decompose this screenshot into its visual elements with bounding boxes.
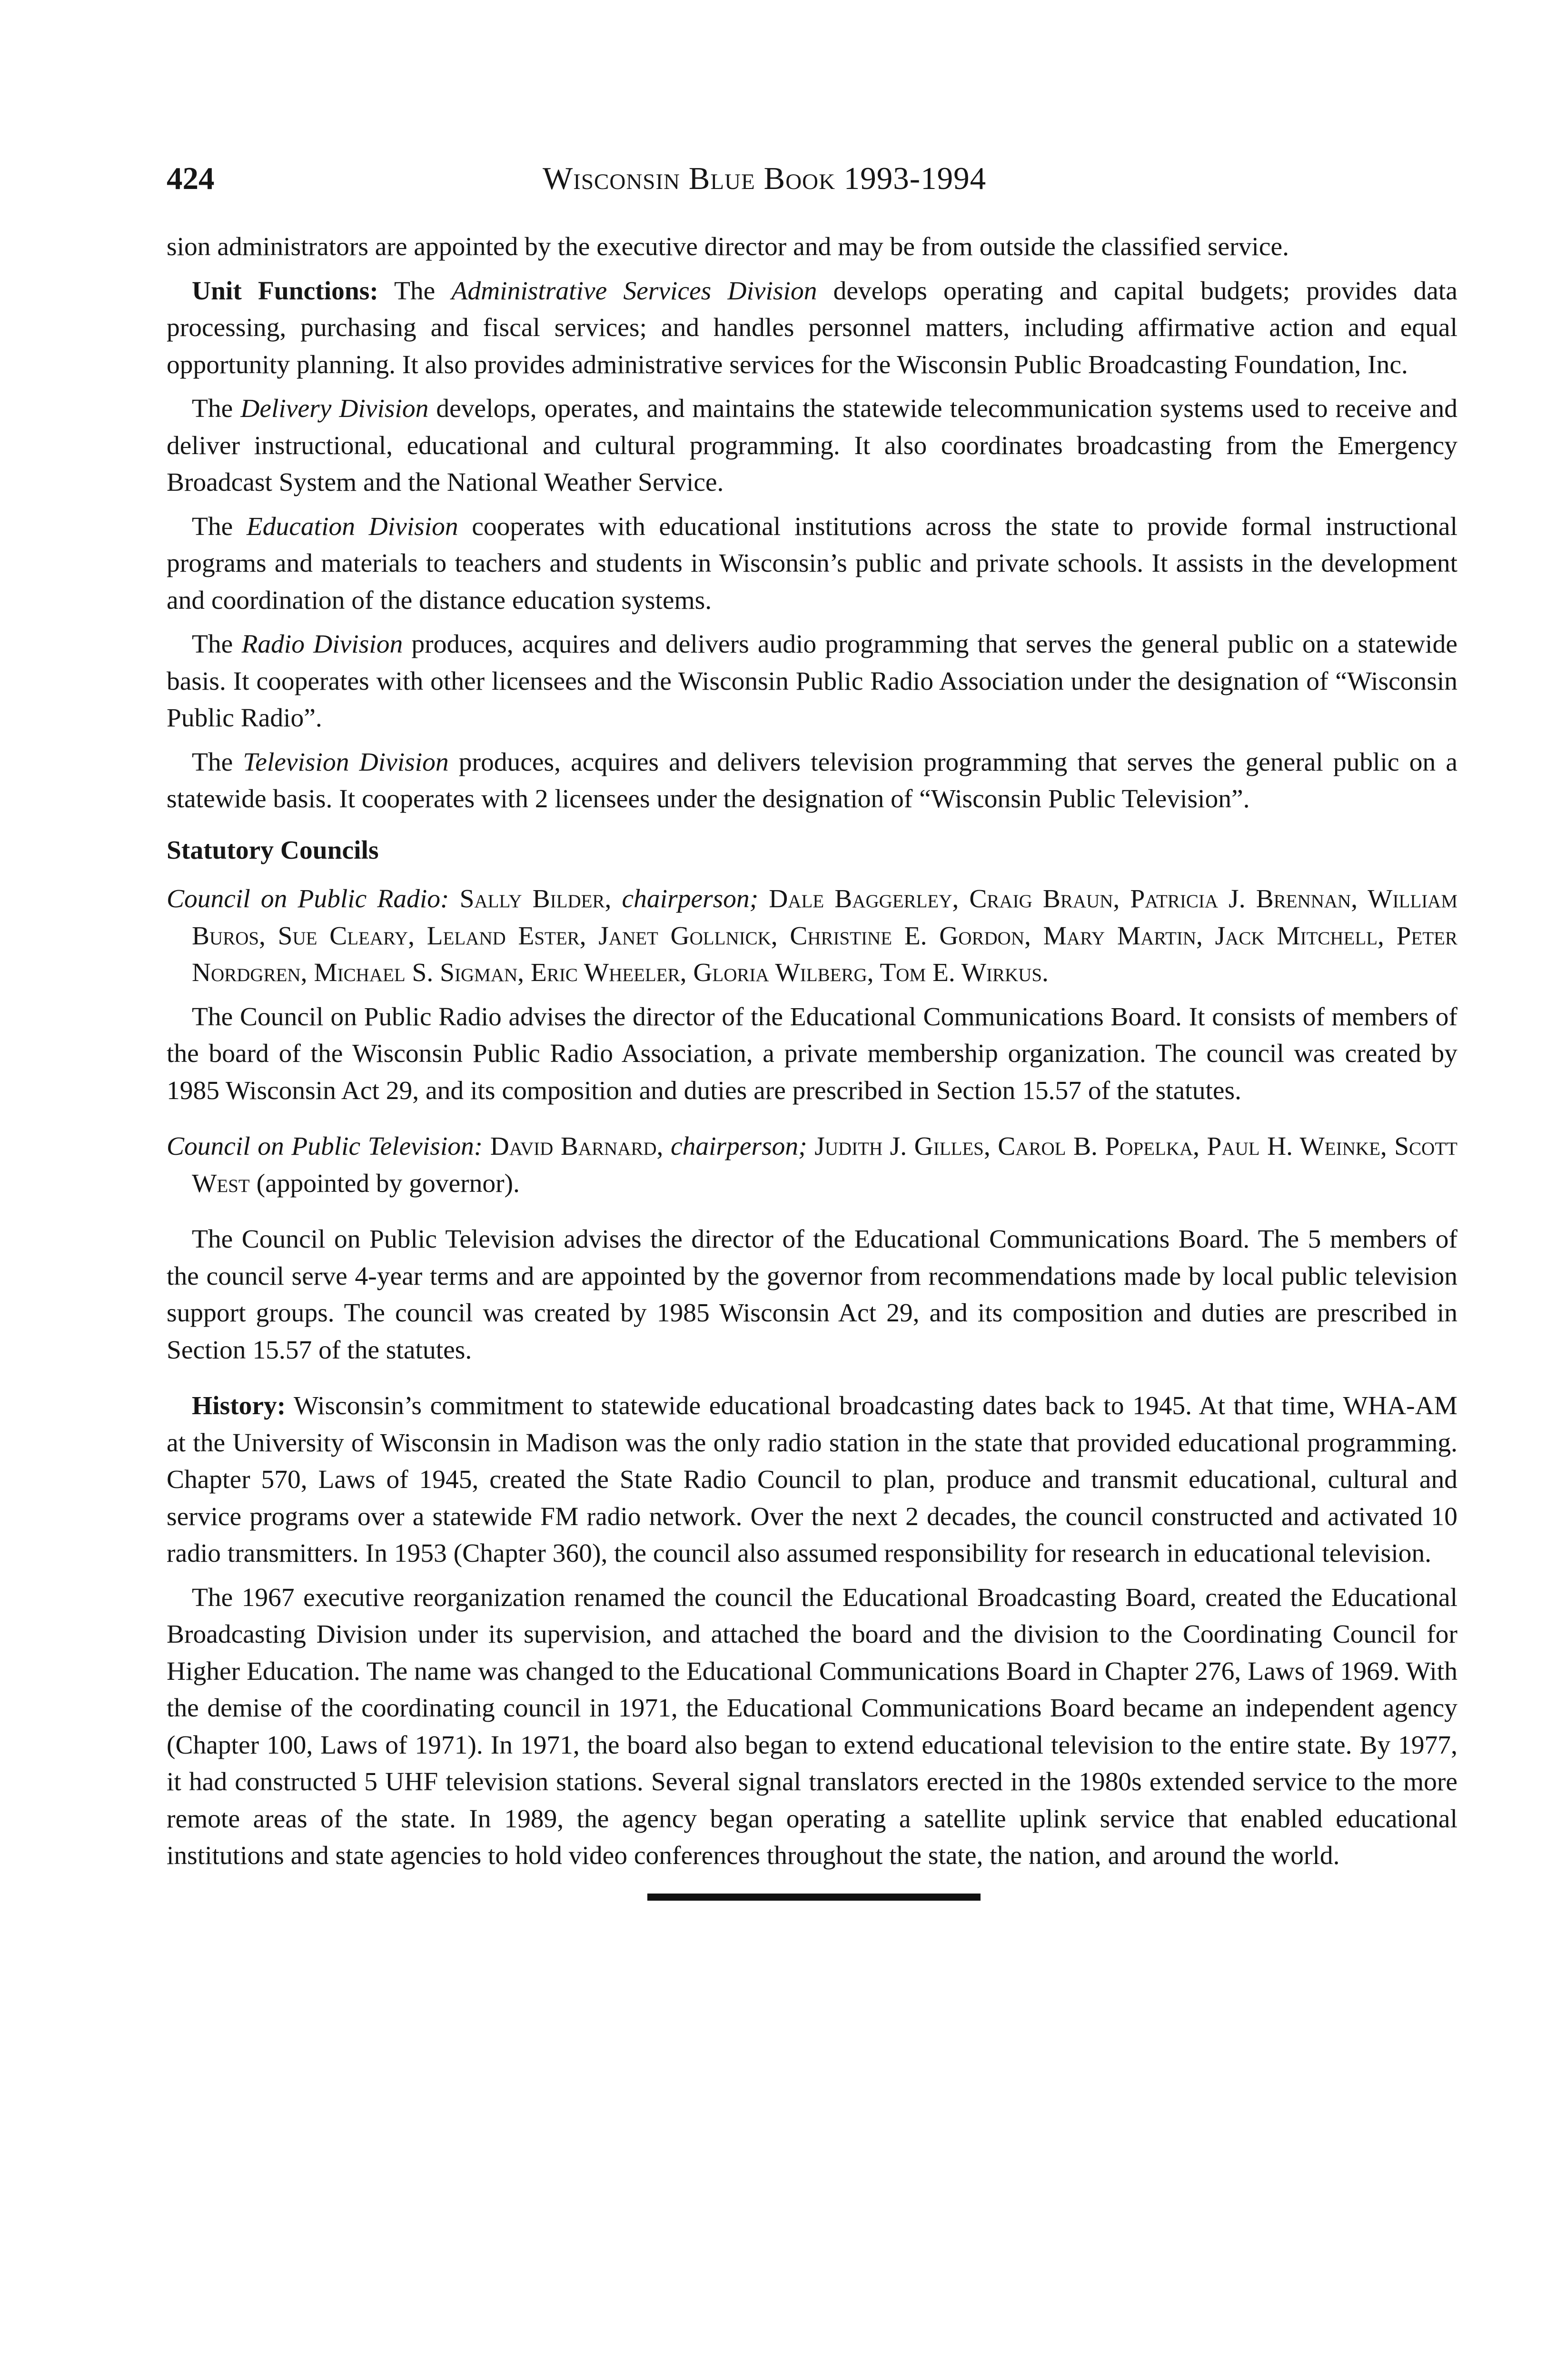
book-title: Wisconsin Blue Book 1993-1994 <box>543 161 987 196</box>
paragraph-education-division <box>167 508 1457 619</box>
paragraph-text: The <box>192 630 242 659</box>
section-heading-statutory-councils: Statutory Councils <box>167 835 379 865</box>
paragraph-text: produces, acquires and delivers television programming that serves the general public on a statewide basis. It cooperates with 2 licensees under the designation of “Wisconsin Public Television”. <box>167 747 1457 813</box>
paragraph-television-division <box>167 744 1457 818</box>
paragraph-public-television-council: The Council on Public Television advises the director of the Educational Communications Board. The 5 members of the council serve 4-year terms and are appointed by the governor from recommendations made by local public television support groups. The council was created by 1985 Wisconsin Act 29, and its composition and duties are prescribed in Section 15.57 of the statutes. <box>167 1225 1457 1365</box>
paragraph-text: produces, acquires and delivers audio programming that serves the general public on a statewide basis. It cooperates with other licensees and the Wisconsin Public Radio Association under the designation of “Wisconsin Public Radio”. <box>167 630 1457 733</box>
section-end-rule <box>647 1894 981 1901</box>
council-name: Council on Public Radio: <box>167 884 449 913</box>
book-page <box>167 157 1457 1901</box>
paragraph-text: cooperates with educational institutions across the state to provide formal instructional programs and materials to teachers and students in Wisconsin’s public and private schools. It assists in the development and coordination of the distance education systems. <box>167 512 1457 615</box>
paragraph-text: develops operating and capital budgets; provides data processing, purchasing and fiscal services; and handles personnel matters, including affirmative action and equal opportunity planning. It also provides administrative services for the Wisconsin Public Broadcasting Foundation, Inc. <box>167 276 1457 379</box>
paragraph-radio-division <box>167 626 1457 737</box>
paragraph-text: The <box>192 394 241 423</box>
council-public-television-roster: Council on Public Television: David Barnard, chairperson; Judith J. Gilles, Carol B. Popelka, Paul H. Weinke, Scott West (appointed by governor). <box>167 1132 1457 1198</box>
paragraph-public-radio-council: The Council on Public Radio advises the director of the Educational Communications Board. It consists of members of the board of the Wisconsin Public Radio Association, a private membership organization. The council was created by 1985 Wisconsin Act 29, and its composition and duties are prescribed in Section 15.57 of the statutes. <box>167 1002 1457 1105</box>
paragraph-text: The <box>192 747 243 777</box>
council-chair: David Barnard <box>490 1132 657 1161</box>
paragraph-text: Wisconsin’s commitment to statewide educational broadcasting dates back to 1945. At that time, WHA-AM at the University of Wisconsin in Madison was the only radio station in the state that provided educational programming. Chapter 570, Laws of 1945, created the State Radio Council to plan, produce and transmit educational, cultural and service programs over a statewide FM radio network. Over the next 2 decades, the council constructed and activated 10 radio transmitters. In 1953 (Chapter 360), the council also assumed responsibility for research in educational television. <box>167 1391 1457 1568</box>
division-name: Administrative Services Division <box>451 276 817 306</box>
council-name: Council on Public Television: <box>167 1132 483 1161</box>
paragraph-reorganization: The 1967 executive reorganization renamed the council the Educational Broadcasting Board, created the Educational Broadcasting Division under its supervision, and attached the board and the division to the Coordinating Council for Higher Education. The name was changed to the Educational Communications Board in Chapter 276, Laws of 1969. With the demise of the coordinating council in 1971, the Educational Communications Board became an independent agency (Chapter 100, Laws of 1971). In 1971, the board also began to extend educational television to the entire state. By 1977, it had constructed 5 UHF television stations. Several signal translators erected in the 1980s extended service to the more remote areas of the state. In 1989, the agency began operating a satellite uplink service that enabled educational institutions and state agencies to hold video conferences throughout the state, the nation, and around the world. <box>167 1583 1457 1870</box>
paragraph-text: develops, operates, and maintains the statewide telecommunication systems used to receive and deliver instructional, educational and cultural programming. It also coordinates broadcasting from the Emergency Broadcast System and the National Weather Service. <box>167 394 1457 497</box>
division-name: Education Division <box>246 512 458 541</box>
running-head <box>167 157 1457 214</box>
paragraph-history <box>167 1388 1457 1572</box>
appointment-note: (appointed by governor). <box>249 1169 520 1198</box>
history-label: History: <box>192 1391 286 1420</box>
division-name: Television Division <box>243 747 449 777</box>
paragraph-delivery-division <box>167 390 1457 501</box>
division-name: Radio Division <box>241 630 403 659</box>
unit-functions-label: Unit Functions: <box>192 276 378 306</box>
council-members: Dale Baggerley, Craig Braun, Patricia J. Brennan, William Buros, Sue Cleary, Leland Ester, Janet Gollnick, Christine E. Gordon, Mary Martin, Jack Mitchell, Peter Nordgren, Michael S. Sigman, Eric Wheeler, Gloria Wilberg, Tom E. Wirkus. <box>192 884 1458 987</box>
council-public-radio-roster: Council on Public Radio: Sally Bilder, chairperson; Dale Baggerley, Craig Braun, Patricia J. Brennan, William Buros, Sue Cleary, Leland Ester, Janet Gollnick, Christine E. Gordon, Mary Martin, Jack Mitchell, Peter Nordgren, Michael S. Sigman, Eric Wheeler, Gloria Wilberg, Tom E. Wirkus. <box>167 884 1458 987</box>
division-name: Delivery Division <box>240 394 429 423</box>
paragraph-unit-functions <box>167 273 1457 384</box>
chair-title: chairperson; <box>622 884 759 913</box>
paragraph-text: The <box>378 276 452 306</box>
page-number: 424 <box>167 161 215 196</box>
paragraph-text: The <box>192 512 247 541</box>
page-body <box>167 228 1457 1874</box>
chair-title: chairperson; <box>670 1132 807 1161</box>
paragraph-continuation: sion administrators are appointed by the executive director and may be from outside the classified service. <box>167 232 1289 261</box>
council-chair: Sally Bilder <box>459 884 605 913</box>
council-members: Judith J. Gilles, Carol B. Popelka, Paul H. Weinke, Scott West <box>192 1132 1457 1198</box>
